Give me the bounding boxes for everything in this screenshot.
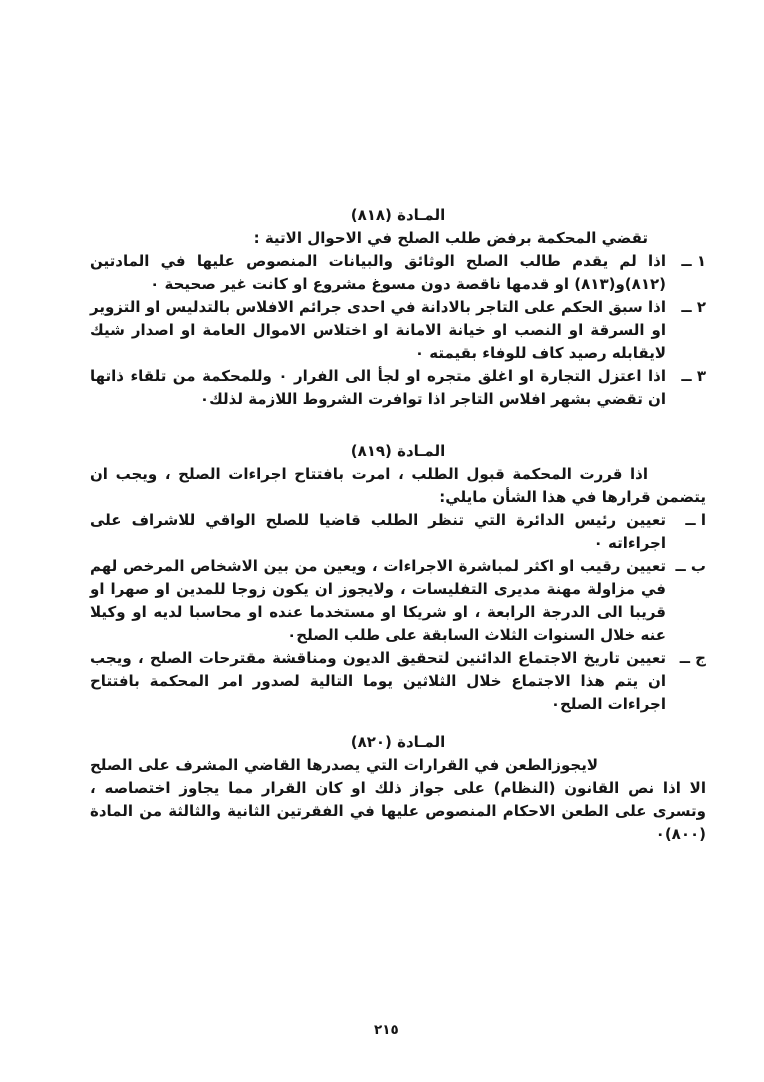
article-818-intro: تقضي المحكمة برفض طلب الصلح في الاحوال الاتية : — [253, 229, 648, 247]
list-item — [90, 555, 706, 647]
item-marker: ١ ــ — [681, 252, 706, 270]
page-number: ٢١٥ — [374, 1022, 399, 1038]
list-item — [90, 647, 706, 716]
list-item — [90, 509, 706, 555]
article-820-heading: المـادة (٨٢٠) — [350, 733, 446, 751]
list-item — [90, 250, 706, 296]
item-text: اذا لم يقدم طالب الصلح الوثائق والبيانات المنصوص عليها في المادتين (٨١٢)و(٨١٣) او قدمها ناقصة دون مسوغ مشروع او كانت غير صحيحة ٠ — [90, 252, 666, 293]
item-text: اذا اعتزل التجارة او اغلق متجره او لجأ الى الفرار ٠ وللمحكمة من تلقاء ذاتها ان تقضي بشهر افلاس التاجر اذا توافرت الشروط اللازمة لذلك٠ — [90, 367, 666, 408]
article-818-heading: المـادة (٨١٨) — [350, 206, 446, 224]
article-819-intro: اذا قررت المحكمة قبول الطلب ، امرت بافتتاح اجراءات الصلح ، ويجب ان يتضمن قرارها في هذا الشأن مايلي: — [90, 465, 706, 506]
item-marker: ب ــ — [675, 557, 706, 575]
article-818 — [90, 204, 706, 411]
item-text: اذا سبق الحكم على التاجر بالادانة في احدى جرائم الافلاس بالتدليس او التزوير او السرقة او النصب او خيانة الامانة او اختلاس الاموال العامة او اصدار شيك لايقابله رصيد كاف للوفاء بقيمته ٠ — [90, 298, 666, 362]
article-820-body: لايجوزالطعن في القرارات التي يصدرها القاضي المشرف على الصلح الا اذا نص القانون (النظام) على جواز ذلك او كان القرار مما يجاوز اختصاصه ، وتسرى على الطعن الاحكام المنصوص عليها في الفقرتين الثانية والثالثة من المادة (٨٠٠)٠ — [90, 756, 706, 843]
item-marker: ٣ ــ — [681, 367, 706, 385]
item-marker: ج ــ — [679, 649, 706, 667]
item-marker: ٢ ــ — [681, 298, 706, 316]
list-item — [90, 296, 706, 365]
article-820 — [90, 731, 706, 846]
list-item — [90, 365, 706, 411]
article-819-heading: المـادة (٨١٩) — [350, 442, 446, 460]
text-block — [90, 204, 706, 846]
item-text: تعيين رئيس الدائرة التي تنظر الطلب قاضيا للصلح الواقي للاشراف على اجراءاته ٠ — [90, 511, 666, 552]
article-819 — [90, 440, 706, 716]
item-text: تعيين رقيب او اكثر لمباشرة الاجراءات ، ويعين من بين الاشخاص المرخص لهم في مزاولة مهنة مديرى التفليسات ، ولايجوز ان يكون زوجا للمدين او صهرا او قريبا الى الدرجة الرابعة ، او شريكا او مستخدما عنده او محاسبا لديه او وكيلا عنه خلال السنوات الثلاث السابقة على طلب الصلح٠ — [90, 557, 666, 644]
item-text: تعيين تاريخ الاجتماع الدائنين لتحقيق الديون ومناقشة مقترحات الصلح ، ويجب ان يتم هذا الاجتماع خلال الثلاثين يوما التالية لصدور امر المحكمة بافتتاح اجراءات الصلح٠ — [90, 649, 666, 713]
item-marker: ا ــ — [685, 511, 706, 529]
